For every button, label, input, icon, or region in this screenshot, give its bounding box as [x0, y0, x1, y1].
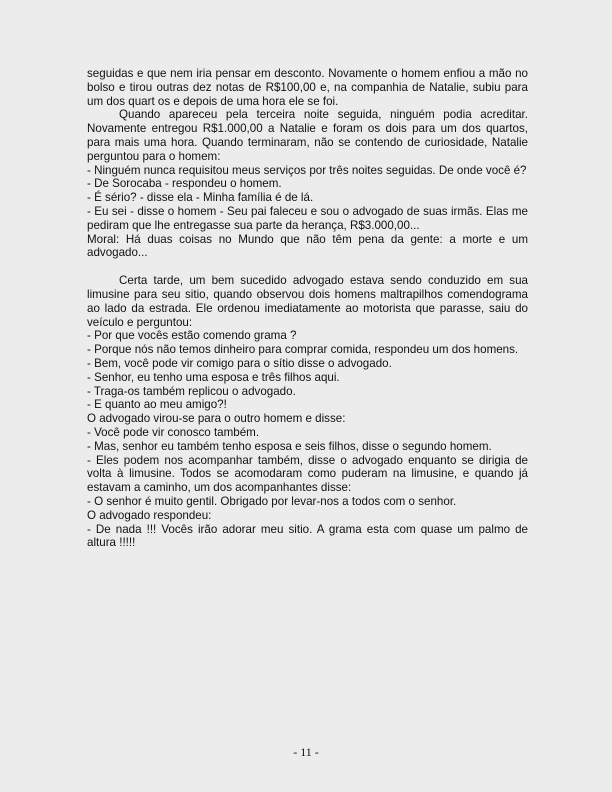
- paragraph: Certa tarde, um bem sucedido advogado estava sendo conduzido em sua limusine para seu sitio, quando observou dois homens maltrapilhos comendograma ao lado da estrada. Ele ordenou imediatamente ao motorista que parasse, saiu do veículo e perguntou:: [87, 274, 528, 329]
- paragraph: - De nada !!! Vocês irão adorar meu sitio. A grama esta com quase um palmo de altura !!!!!: [87, 522, 528, 550]
- paragraph: - Eu sei - disse o homem - Seu pai faleceu e sou o advogado de suas irmãs. Elas me pediram que lhe entregasse sua parte da herança, R$3.000,00...: [87, 204, 528, 232]
- paragraph: - É sério? - disse ela - Minha família é de lá.: [87, 191, 314, 205]
- paragraph: - Porque nós não temos dinheiro para comprar comida, respondeu um dos homens.: [87, 343, 519, 357]
- paragraph: - De Sorocaba - respondeu o homem.: [87, 177, 282, 191]
- paragraph: Quando apareceu pela terceira noite seguida, ninguém podia acreditar. Novamente entregou R$1.000,00 a Natalie e foram os dois para um dos quartos, para mais uma hora. Quando terminaram, não se contendo de curiosidade, Natalie perguntou para o homem:: [87, 108, 528, 163]
- paragraph: - Bem, você pode vir comigo para o sítio disse o advogado.: [87, 356, 392, 370]
- document-body: [87, 67, 528, 550]
- paragraph: - Eles podem nos acompanhar também, disse o advogado enquanto se dirigia de volta à limusine. Todos se acomodaram como puderam na limusine, e quando já estavam a caminho, um dos acompanhantes disse:: [87, 453, 528, 495]
- paragraph: - Por que vocês estão comendo grama ?: [87, 329, 297, 343]
- paragraph: O advogado virou-se para o outro homem e disse:: [87, 412, 346, 426]
- paragraph: - Senhor, eu tenho uma esposa e três filhos aqui.: [87, 370, 340, 384]
- paragraph: - Você pode vir conosco também.: [87, 425, 260, 439]
- paragraph: - O senhor é muito gentil. Obrigado por levar-nos a todos com o senhor.: [87, 494, 457, 508]
- paragraph-gap: [87, 260, 528, 274]
- paragraph: O advogado respondeu:: [87, 508, 212, 522]
- paragraph: seguidas e que nem iria pensar em desconto. Novamente o homem enfiou a mão no bolso e tirou outras dez notas de R$100,00 e, na companhia de Natalie, subiu para um dos quart os e depois de uma hora ele se foi.: [87, 67, 528, 108]
- paragraph: - E quanto ao meu amigo?!: [87, 398, 227, 412]
- paragraph: - Traga-os também replicou o advogado.: [87, 384, 296, 398]
- paragraph: - Mas, senhor eu também tenho esposa e seis filhos, disse o segundo homem.: [87, 439, 492, 453]
- page-number: - 11 -: [293, 745, 319, 759]
- paragraph: Moral: Há duas coisas no Mundo que não têm pena da gente: a morte e um advogado...: [87, 232, 528, 260]
- paragraph: - Ninguém nunca requisitou meus serviços por três noites seguidas. De onde você é?: [87, 163, 527, 177]
